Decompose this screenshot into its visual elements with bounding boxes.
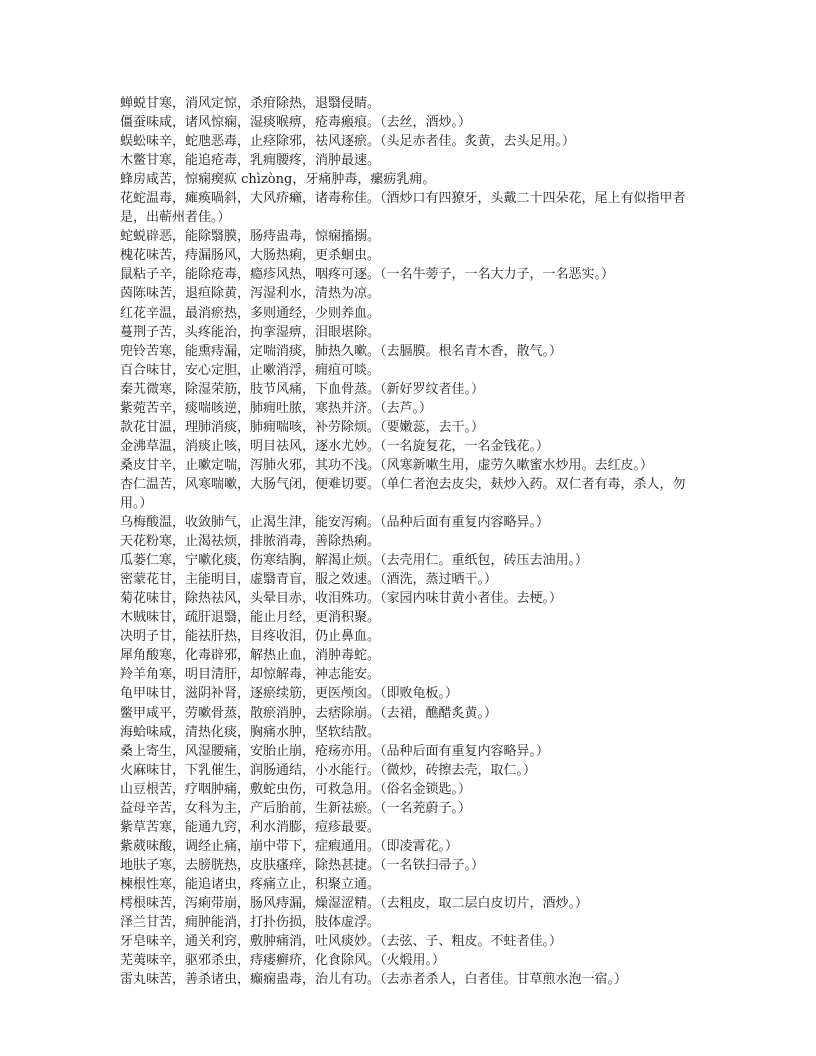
entry-note: （品种后面有重复内容略异。）	[380, 515, 550, 531]
entry-text: 鼠粘子辛，能除疮毒，瘾疹风热，咽疼可逐。	[120, 267, 381, 283]
entry-text: 芜荑味辛，驱邪杀虫，痔瘘癣疥，化食除风。	[120, 953, 381, 969]
entry-text: 海蛤味咸，清热化痰，胸痛水肿，坚软结散。	[120, 724, 381, 740]
herb-entry-wumei	[120, 513, 702, 532]
entry-text: 杏仁温苦，风寒喘嗽，大肠气闭，便难切要。	[120, 476, 381, 492]
entry-note: （去膈膜。根名青木香，散气。）	[380, 343, 563, 359]
entry-note: （一名牛蒡子，一名大力子，一名恶实。）	[380, 267, 615, 283]
entry-text: 款花甘温，理肺消痰，肺痈喘咳，补劳除烦。	[120, 419, 381, 435]
herb-entry-haige	[120, 723, 702, 742]
herb-entry-juemingzi	[120, 627, 702, 646]
entry-text: 槐花味苦，痔漏肠风，大肠热痢，更杀蛔虫。	[120, 248, 381, 264]
entry-text: 木鳖甘寒，能追疮毒，乳痈腰疼，消肿最速。	[120, 153, 381, 169]
herb-entry-fengfang	[120, 170, 702, 189]
entry-text: 犀角酸寒，化毒辟邪，解热止血，消肿毒蛇。	[120, 648, 381, 664]
entry-text: 蝉蜕甘寒，消风定惊，杀疳除热，退翳侵睛。	[120, 96, 381, 111]
herb-entry-tianhuafen	[120, 532, 702, 551]
herb-entry-yimu	[120, 799, 702, 818]
herb-entry-ziwan	[120, 399, 702, 418]
herb-entry-wugong	[120, 132, 702, 151]
entry-note: （品种后面有重复内容略异。）	[380, 743, 550, 759]
entry-text: 茵陈味苦，退疸除黄，泻湿利水，清热为凉。	[120, 286, 381, 302]
document-page	[120, 94, 702, 989]
entry-text: 雷丸味苦，善杀诸虫，癫痫蛊毒，治儿有功。	[120, 972, 381, 988]
entry-text: 樗根味苦，泻痢带崩，肠风痔漏，燥湿涩精。	[120, 895, 381, 911]
entry-note: （一名铁扫帚子。）	[380, 857, 485, 873]
herb-entry-shandougen	[120, 780, 702, 799]
herb-entry-mubie	[120, 151, 702, 170]
entry-text: 秦艽微寒，除湿荣筋，肢节风痛，下血骨蒸。	[120, 381, 381, 397]
herb-entry-shetui	[120, 227, 702, 246]
herb-entry-sangjisheng	[120, 742, 702, 761]
herb-entry-shuzhanzi	[120, 265, 702, 284]
entry-note: （俗名金锁匙。）	[380, 781, 472, 797]
entry-note: （酒炒口有四獠牙，头戴二十四朵花，尾上有似指甲者是，出蕲州者佳。）	[120, 191, 686, 226]
entry-note: （去弦、子、粗皮。不蛀者佳。）	[380, 934, 563, 950]
entry-text: 天花粉寒，止渴祛烦，排脓消毒，善除热痢。	[120, 534, 381, 550]
herb-entry-huoma	[120, 761, 702, 780]
herb-entry-sangpi	[120, 456, 702, 475]
entry-text: 桑上寄生，风湿腰痛，安胎止崩，疮疡亦用。	[120, 743, 381, 759]
entry-text: 金沸草温，消痰止咳，明目祛风，逐水尤妙。	[120, 438, 381, 454]
herb-entry-juhua	[120, 589, 702, 608]
herb-entry-jinfeicao	[120, 437, 702, 456]
entry-note: （去壳用仁。重纸包，砖压去油用。）	[380, 553, 589, 569]
entry-text: 地肤子寒，去膀胱热，皮肤瘙痒，除热甚捷。	[120, 857, 381, 873]
herb-entry-manjingzi	[120, 323, 702, 342]
entry-note: （家园内味甘黄小者佳。去梗。）	[380, 591, 563, 607]
entry-note: （要嫩蕊，去干。）	[380, 419, 485, 435]
herb-entry-honghua	[120, 304, 702, 323]
entry-text: 蔓荆子苦，头疼能治，拘挛湿痹，泪眼堪除。	[120, 324, 381, 340]
entry-text: 决明子甘，能祛肝热，目疼收泪，仍止鼻血。	[120, 629, 381, 645]
entry-text: 蜈蚣味辛，蛇虺恶毒，止痉除邪，祛风逐瘀。	[120, 134, 381, 150]
herb-entry-biejia	[120, 704, 702, 723]
entry-text: 牙皂味辛，通关利窍，敷肿痛消，吐风痰妙。	[120, 934, 381, 950]
herb-entry-chantui	[120, 94, 702, 113]
herb-entry-jiangcan	[120, 113, 702, 132]
entry-text: 山豆根苦，疗咽肿痛，敷蛇虫伤，可救急用。	[120, 781, 381, 797]
entry-text: 密蒙花甘，主能明目，虚翳青盲，服之效速。	[120, 572, 381, 588]
herb-entry-huaihua	[120, 246, 702, 265]
entry-note: （去赤者杀人，白者佳。甘草煎水泡一宿。）	[380, 972, 628, 988]
entry-note: （一名旋复花，一名金钱花。）	[380, 438, 550, 454]
entry-note: （头足赤者佳。炙黄，去头足用。）	[380, 134, 576, 150]
entry-text: 花蛇温毒，瘫痪喎斜，大风疥癞，诸毒称佳。	[120, 191, 381, 207]
entry-text: 菊花味甘，除热祛风，头晕目赤，收泪殊功。	[120, 591, 381, 607]
entry-note: （即败龟板。）	[380, 686, 459, 702]
entry-text: 龟甲味甘，滋阴补肾，逐瘀续筋，更医颅囟。	[120, 686, 381, 702]
entry-note: （一名茺蔚子。）	[380, 800, 472, 816]
entry-text: 泽兰甘苦，痈肿能消，打扑伤损，肢体虚浮。	[120, 915, 381, 931]
entry-note: （去粗皮，取二层白皮切片，酒炒。）	[380, 895, 589, 911]
herb-entry-qinjiao	[120, 380, 702, 399]
entry-text: 鳖甲咸平，劳嗽骨蒸，散瘀消肿，去痞除崩。	[120, 705, 381, 721]
herb-entry-mimenghua	[120, 570, 702, 589]
entry-text: 红花辛温，最消瘀热，多则通经，少则养血。	[120, 305, 381, 321]
herb-entry-huashe	[120, 189, 702, 227]
herb-entry-kuanhua	[120, 418, 702, 437]
entry-note: （去芦。）	[380, 400, 433, 416]
herb-entry-ziwei	[120, 837, 702, 856]
herb-entry-xingren	[120, 475, 702, 513]
herb-entry-guijia	[120, 684, 702, 703]
herb-entry-muzei	[120, 608, 702, 627]
entry-note: （即凌霄花。）	[380, 838, 459, 854]
entry-text: 百合味甘，安心定胆，止嗽消浮，痈疽可啖。	[120, 362, 381, 378]
herb-entry-gualouren	[120, 551, 702, 570]
herb-entry-yazao	[120, 932, 702, 951]
entry-text: 紫草苦寒，能通九窍，利水消膨，痘疹最要。	[120, 819, 381, 835]
herb-entry-lingyangjiao	[120, 665, 702, 684]
entry-text: 火麻味甘，下乳催生，润肠通结，小水能行。	[120, 762, 381, 778]
herb-entry-xijiao	[120, 646, 702, 665]
entry-text: 僵蚕味咸，诸风惊痫，湿痰喉痹，疮毒瘢痕。	[120, 115, 381, 131]
entry-text: 蛇蜕辟恶，能除翳膜，肠痔蛊毒，惊痫搐搦。	[120, 229, 381, 245]
herb-entry-difuzi	[120, 856, 702, 875]
entry-text: 乌梅酸温，收敛肺气，止渴生津，能安泻痢。	[120, 515, 381, 531]
entry-note: （火煅用。）	[380, 953, 446, 969]
herb-entry-leiwan	[120, 970, 702, 989]
herb-entry-yinchen	[120, 284, 702, 303]
herb-entry-zicao	[120, 818, 702, 837]
herb-entry-chugen	[120, 894, 702, 913]
herb-entry-baihe	[120, 361, 702, 380]
entry-note: （风寒新嗽生用，虚劳久嗽蜜水炒用。去红皮。）	[380, 457, 654, 473]
entry-text: 桑皮甘辛，止嗽定喘，泻肺火邪，其功不浅。	[120, 457, 381, 473]
entry-note: （酒洗，蒸过晒干。）	[380, 572, 498, 588]
entry-note: （去裙，醮醋炙黄。）	[380, 705, 498, 721]
entry-text: 益母辛苦，女科为主，产后胎前，生新祛瘀。	[120, 800, 381, 816]
entry-text: 紫菀苦辛，痰喘咳逆，肺痈吐脓，寒热并济。	[120, 400, 381, 416]
entry-text: 瓜蒌仁寒，宁嗽化痰，伤寒结胸，解渴止烦。	[120, 553, 381, 569]
entry-note: （新好罗纹者佳。）	[380, 381, 485, 397]
herb-entry-liangen	[120, 875, 702, 894]
entry-text: 木贼味甘，疏肝退翳，能止月经，更消积聚。	[120, 610, 381, 626]
entry-text: 蜂房咸苦，惊痫瘈疭 chìzòng，牙痛肿毒，瘰疬乳痈。	[120, 172, 436, 188]
entry-note: （微炒，砖擦去壳，取仁。）	[380, 762, 537, 778]
entry-text: 楝根性寒，能追诸虫，疼痛立止，积聚立通。	[120, 876, 381, 892]
entry-text: 羚羊角寒，明目清肝，却惊解毒，神志能安。	[120, 667, 381, 683]
entry-note: （去丝，酒炒。）	[380, 115, 472, 131]
entry-note: （单仁者泡去皮尖，麸炒入药。双仁者有毒，杀人，勿用。）	[120, 476, 686, 511]
herb-entry-wuyi	[120, 951, 702, 970]
entry-text: 紫葳味酸，调经止痛，崩中带下，症瘕通用。	[120, 838, 381, 854]
herb-entry-douling	[120, 342, 702, 361]
herb-entry-zelan	[120, 913, 702, 932]
entry-text: 兜铃苦寒，能熏痔漏，定喘消痰，肺热久嗽。	[120, 343, 381, 359]
